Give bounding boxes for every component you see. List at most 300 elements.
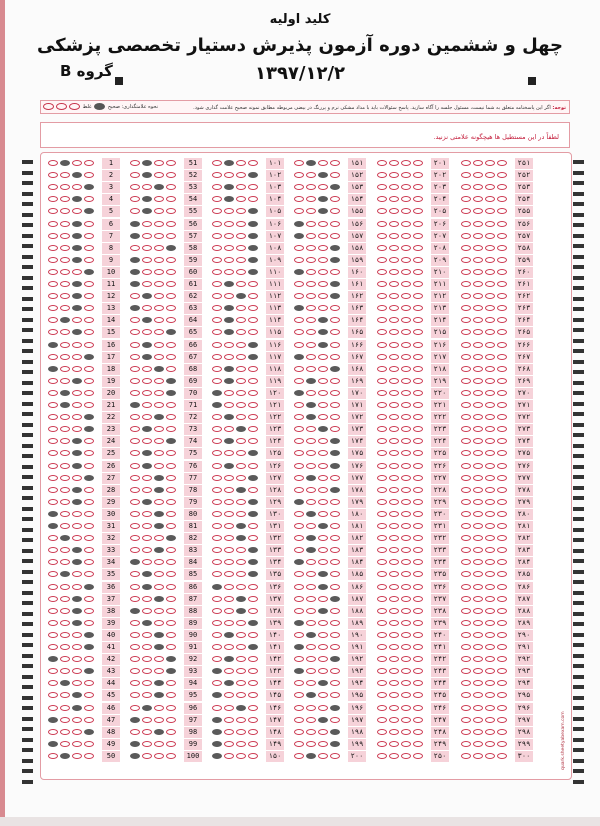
answer-oval[interactable]	[401, 196, 411, 202]
answer-oval[interactable]	[248, 463, 258, 469]
answer-oval[interactable]	[212, 414, 222, 420]
answer-oval[interactable]	[224, 233, 234, 239]
answer-oval[interactable]	[212, 729, 222, 735]
answer-oval[interactable]	[389, 245, 399, 251]
answer-oval[interactable]	[224, 535, 234, 541]
answer-oval[interactable]	[294, 390, 304, 396]
answer-oval[interactable]	[142, 499, 152, 505]
answer-oval[interactable]	[389, 608, 399, 614]
answer-oval[interactable]	[413, 281, 423, 287]
answer-oval[interactable]	[485, 475, 495, 481]
answer-oval[interactable]	[212, 644, 222, 650]
answer-oval[interactable]	[306, 317, 316, 323]
answer-oval[interactable]	[130, 487, 140, 493]
answer-oval[interactable]	[306, 547, 316, 553]
answer-oval[interactable]	[294, 281, 304, 287]
answer-oval[interactable]	[72, 221, 82, 227]
answer-oval[interactable]	[461, 317, 471, 323]
answer-oval[interactable]	[84, 668, 94, 674]
answer-oval[interactable]	[84, 632, 94, 638]
answer-oval[interactable]	[130, 390, 140, 396]
answer-oval[interactable]	[318, 523, 328, 529]
answer-oval[interactable]	[306, 487, 316, 493]
answer-oval[interactable]	[413, 571, 423, 577]
answer-oval[interactable]	[212, 656, 222, 662]
answer-oval[interactable]	[389, 571, 399, 577]
answer-oval[interactable]	[401, 559, 411, 565]
answer-oval[interactable]	[389, 668, 399, 674]
answer-oval[interactable]	[142, 245, 152, 251]
answer-oval[interactable]	[72, 729, 82, 735]
answer-oval[interactable]	[60, 450, 70, 456]
answer-oval[interactable]	[413, 632, 423, 638]
answer-oval[interactable]	[330, 438, 340, 444]
answer-oval[interactable]	[389, 172, 399, 178]
answer-oval[interactable]	[154, 184, 164, 190]
answer-oval[interactable]	[389, 208, 399, 214]
answer-oval[interactable]	[166, 668, 176, 674]
answer-oval[interactable]	[377, 559, 387, 565]
answer-oval[interactable]	[497, 317, 507, 323]
answer-oval[interactable]	[84, 463, 94, 469]
answer-oval[interactable]	[212, 571, 222, 577]
answer-oval[interactable]	[142, 354, 152, 360]
answer-oval[interactable]	[142, 450, 152, 456]
answer-oval[interactable]	[142, 584, 152, 590]
answer-oval[interactable]	[330, 692, 340, 698]
answer-oval[interactable]	[318, 245, 328, 251]
answer-oval[interactable]	[306, 620, 316, 626]
answer-oval[interactable]	[130, 596, 140, 602]
answer-oval[interactable]	[72, 632, 82, 638]
answer-oval[interactable]	[224, 705, 234, 711]
answer-oval[interactable]	[142, 717, 152, 723]
answer-oval[interactable]	[224, 656, 234, 662]
answer-oval[interactable]	[248, 656, 258, 662]
answer-oval[interactable]	[130, 680, 140, 686]
answer-oval[interactable]	[84, 717, 94, 723]
answer-oval[interactable]	[212, 402, 222, 408]
answer-oval[interactable]	[212, 692, 222, 698]
answer-oval[interactable]	[84, 208, 94, 214]
answer-oval[interactable]	[236, 426, 246, 432]
answer-oval[interactable]	[377, 221, 387, 227]
answer-oval[interactable]	[236, 366, 246, 372]
answer-oval[interactable]	[389, 378, 399, 384]
answer-oval[interactable]	[84, 233, 94, 239]
answer-oval[interactable]	[130, 571, 140, 577]
answer-oval[interactable]	[473, 487, 483, 493]
answer-oval[interactable]	[142, 608, 152, 614]
answer-oval[interactable]	[294, 680, 304, 686]
answer-oval[interactable]	[401, 535, 411, 541]
answer-oval[interactable]	[318, 487, 328, 493]
answer-oval[interactable]	[389, 584, 399, 590]
answer-oval[interactable]	[497, 584, 507, 590]
answer-oval[interactable]	[294, 293, 304, 299]
answer-oval[interactable]	[401, 184, 411, 190]
answer-oval[interactable]	[166, 172, 176, 178]
answer-oval[interactable]	[48, 729, 58, 735]
answer-oval[interactable]	[318, 293, 328, 299]
answer-oval[interactable]	[224, 329, 234, 335]
answer-oval[interactable]	[485, 692, 495, 698]
answer-oval[interactable]	[84, 705, 94, 711]
answer-oval[interactable]	[48, 184, 58, 190]
answer-oval[interactable]	[166, 221, 176, 227]
answer-oval[interactable]	[461, 438, 471, 444]
answer-oval[interactable]	[224, 511, 234, 517]
answer-oval[interactable]	[485, 644, 495, 650]
answer-oval[interactable]	[306, 426, 316, 432]
answer-oval[interactable]	[166, 705, 176, 711]
answer-oval[interactable]	[212, 547, 222, 553]
answer-oval[interactable]	[84, 402, 94, 408]
answer-oval[interactable]	[473, 257, 483, 263]
answer-oval[interactable]	[413, 184, 423, 190]
answer-oval[interactable]	[142, 511, 152, 517]
answer-oval[interactable]	[236, 257, 246, 263]
answer-oval[interactable]	[84, 584, 94, 590]
answer-oval[interactable]	[154, 366, 164, 372]
answer-oval[interactable]	[461, 354, 471, 360]
answer-oval[interactable]	[248, 511, 258, 517]
answer-oval[interactable]	[413, 717, 423, 723]
answer-oval[interactable]	[60, 753, 70, 759]
answer-oval[interactable]	[473, 680, 483, 686]
answer-oval[interactable]	[318, 233, 328, 239]
answer-oval[interactable]	[330, 717, 340, 723]
answer-oval[interactable]	[236, 438, 246, 444]
answer-oval[interactable]	[72, 257, 82, 263]
answer-oval[interactable]	[497, 354, 507, 360]
answer-oval[interactable]	[60, 620, 70, 626]
answer-oval[interactable]	[413, 269, 423, 275]
answer-oval[interactable]	[294, 499, 304, 505]
answer-oval[interactable]	[236, 668, 246, 674]
answer-oval[interactable]	[485, 463, 495, 469]
answer-oval[interactable]	[48, 233, 58, 239]
answer-oval[interactable]	[389, 632, 399, 638]
answer-oval[interactable]	[236, 487, 246, 493]
answer-oval[interactable]	[166, 523, 176, 529]
answer-oval[interactable]	[60, 269, 70, 275]
answer-oval[interactable]	[142, 269, 152, 275]
answer-oval[interactable]	[377, 245, 387, 251]
answer-oval[interactable]	[461, 656, 471, 662]
answer-oval[interactable]	[224, 390, 234, 396]
answer-oval[interactable]	[497, 378, 507, 384]
answer-oval[interactable]	[60, 233, 70, 239]
answer-oval[interactable]	[377, 656, 387, 662]
answer-oval[interactable]	[497, 269, 507, 275]
answer-oval[interactable]	[318, 547, 328, 553]
answer-oval[interactable]	[413, 233, 423, 239]
answer-oval[interactable]	[166, 366, 176, 372]
answer-oval[interactable]	[413, 160, 423, 166]
answer-oval[interactable]	[48, 596, 58, 602]
answer-oval[interactable]	[461, 366, 471, 372]
answer-oval[interactable]	[60, 487, 70, 493]
answer-oval[interactable]	[485, 535, 495, 541]
answer-oval[interactable]	[248, 632, 258, 638]
answer-oval[interactable]	[306, 269, 316, 275]
answer-oval[interactable]	[330, 475, 340, 481]
answer-oval[interactable]	[401, 426, 411, 432]
answer-oval[interactable]	[142, 741, 152, 747]
answer-oval[interactable]	[318, 402, 328, 408]
answer-oval[interactable]	[48, 342, 58, 348]
answer-oval[interactable]	[248, 342, 258, 348]
answer-oval[interactable]	[248, 668, 258, 674]
answer-oval[interactable]	[142, 378, 152, 384]
answer-oval[interactable]	[485, 741, 495, 747]
answer-oval[interactable]	[413, 705, 423, 711]
answer-oval[interactable]	[401, 571, 411, 577]
answer-oval[interactable]	[330, 547, 340, 553]
answer-oval[interactable]	[236, 729, 246, 735]
answer-oval[interactable]	[236, 160, 246, 166]
answer-oval[interactable]	[60, 463, 70, 469]
answer-oval[interactable]	[485, 547, 495, 553]
answer-oval[interactable]	[154, 656, 164, 662]
answer-oval[interactable]	[236, 281, 246, 287]
answer-oval[interactable]	[485, 450, 495, 456]
answer-oval[interactable]	[154, 305, 164, 311]
answer-oval[interactable]	[473, 305, 483, 311]
answer-oval[interactable]	[401, 172, 411, 178]
answer-oval[interactable]	[377, 729, 387, 735]
answer-oval[interactable]	[497, 523, 507, 529]
answer-oval[interactable]	[497, 632, 507, 638]
answer-oval[interactable]	[377, 172, 387, 178]
answer-oval[interactable]	[461, 160, 471, 166]
answer-oval[interactable]	[389, 596, 399, 602]
answer-oval[interactable]	[48, 668, 58, 674]
answer-oval[interactable]	[48, 221, 58, 227]
answer-oval[interactable]	[473, 463, 483, 469]
answer-oval[interactable]	[166, 680, 176, 686]
answer-oval[interactable]	[212, 632, 222, 638]
answer-oval[interactable]	[389, 196, 399, 202]
answer-oval[interactable]	[130, 317, 140, 323]
answer-oval[interactable]	[130, 741, 140, 747]
answer-oval[interactable]	[248, 450, 258, 456]
answer-oval[interactable]	[413, 305, 423, 311]
answer-oval[interactable]	[236, 692, 246, 698]
answer-oval[interactable]	[248, 221, 258, 227]
answer-oval[interactable]	[48, 632, 58, 638]
answer-oval[interactable]	[130, 668, 140, 674]
answer-oval[interactable]	[212, 426, 222, 432]
answer-oval[interactable]	[461, 184, 471, 190]
answer-oval[interactable]	[401, 450, 411, 456]
answer-oval[interactable]	[224, 196, 234, 202]
answer-oval[interactable]	[60, 245, 70, 251]
answer-oval[interactable]	[60, 402, 70, 408]
answer-oval[interactable]	[224, 160, 234, 166]
answer-oval[interactable]	[212, 705, 222, 711]
answer-oval[interactable]	[461, 632, 471, 638]
answer-oval[interactable]	[377, 680, 387, 686]
answer-oval[interactable]	[48, 402, 58, 408]
answer-oval[interactable]	[84, 196, 94, 202]
answer-oval[interactable]	[248, 692, 258, 698]
answer-oval[interactable]	[413, 342, 423, 348]
answer-oval[interactable]	[377, 487, 387, 493]
answer-oval[interactable]	[154, 342, 164, 348]
answer-oval[interactable]	[330, 390, 340, 396]
answer-oval[interactable]	[166, 450, 176, 456]
answer-oval[interactable]	[377, 366, 387, 372]
answer-oval[interactable]	[84, 378, 94, 384]
answer-oval[interactable]	[84, 305, 94, 311]
answer-oval[interactable]	[473, 402, 483, 408]
answer-oval[interactable]	[485, 571, 495, 577]
answer-oval[interactable]	[224, 692, 234, 698]
answer-oval[interactable]	[461, 487, 471, 493]
answer-oval[interactable]	[318, 208, 328, 214]
answer-oval[interactable]	[130, 729, 140, 735]
answer-oval[interactable]	[130, 644, 140, 650]
answer-oval[interactable]	[461, 402, 471, 408]
answer-oval[interactable]	[212, 305, 222, 311]
answer-oval[interactable]	[461, 523, 471, 529]
answer-oval[interactable]	[142, 475, 152, 481]
answer-oval[interactable]	[224, 281, 234, 287]
answer-oval[interactable]	[413, 741, 423, 747]
answer-oval[interactable]	[377, 414, 387, 420]
answer-oval[interactable]	[84, 680, 94, 686]
answer-oval[interactable]	[389, 305, 399, 311]
answer-oval[interactable]	[401, 245, 411, 251]
answer-oval[interactable]	[389, 233, 399, 239]
answer-oval[interactable]	[330, 559, 340, 565]
answer-oval[interactable]	[294, 257, 304, 263]
answer-oval[interactable]	[401, 438, 411, 444]
answer-oval[interactable]	[236, 608, 246, 614]
answer-oval[interactable]	[142, 535, 152, 541]
answer-oval[interactable]	[166, 354, 176, 360]
answer-oval[interactable]	[154, 535, 164, 541]
answer-oval[interactable]	[212, 354, 222, 360]
answer-oval[interactable]	[48, 426, 58, 432]
answer-oval[interactable]	[294, 366, 304, 372]
answer-oval[interactable]	[84, 329, 94, 335]
answer-oval[interactable]	[84, 499, 94, 505]
answer-oval[interactable]	[48, 656, 58, 662]
answer-oval[interactable]	[294, 547, 304, 553]
answer-oval[interactable]	[142, 523, 152, 529]
answer-oval[interactable]	[236, 680, 246, 686]
answer-oval[interactable]	[224, 487, 234, 493]
answer-oval[interactable]	[497, 184, 507, 190]
answer-oval[interactable]	[413, 475, 423, 481]
answer-oval[interactable]	[413, 499, 423, 505]
answer-oval[interactable]	[166, 571, 176, 577]
answer-oval[interactable]	[497, 208, 507, 214]
answer-oval[interactable]	[497, 305, 507, 311]
answer-oval[interactable]	[377, 233, 387, 239]
answer-oval[interactable]	[236, 233, 246, 239]
answer-oval[interactable]	[318, 354, 328, 360]
answer-oval[interactable]	[377, 426, 387, 432]
answer-oval[interactable]	[330, 257, 340, 263]
answer-oval[interactable]	[389, 317, 399, 323]
answer-oval[interactable]	[248, 390, 258, 396]
answer-oval[interactable]	[48, 535, 58, 541]
answer-oval[interactable]	[130, 523, 140, 529]
answer-oval[interactable]	[497, 668, 507, 674]
answer-oval[interactable]	[154, 402, 164, 408]
answer-oval[interactable]	[48, 378, 58, 384]
answer-oval[interactable]	[401, 269, 411, 275]
answer-oval[interactable]	[473, 523, 483, 529]
answer-oval[interactable]	[461, 608, 471, 614]
answer-oval[interactable]	[306, 475, 316, 481]
answer-oval[interactable]	[212, 160, 222, 166]
answer-oval[interactable]	[413, 329, 423, 335]
answer-oval[interactable]	[294, 741, 304, 747]
answer-oval[interactable]	[413, 317, 423, 323]
answer-oval[interactable]	[154, 293, 164, 299]
answer-oval[interactable]	[212, 450, 222, 456]
answer-oval[interactable]	[306, 499, 316, 505]
answer-oval[interactable]	[485, 342, 495, 348]
answer-oval[interactable]	[497, 741, 507, 747]
answer-oval[interactable]	[72, 450, 82, 456]
answer-oval[interactable]	[60, 535, 70, 541]
answer-oval[interactable]	[485, 317, 495, 323]
answer-oval[interactable]	[60, 656, 70, 662]
answer-oval[interactable]	[473, 475, 483, 481]
answer-oval[interactable]	[236, 499, 246, 505]
answer-oval[interactable]	[48, 245, 58, 251]
answer-oval[interactable]	[212, 221, 222, 227]
answer-oval[interactable]	[48, 487, 58, 493]
answer-oval[interactable]	[330, 729, 340, 735]
answer-oval[interactable]	[413, 535, 423, 541]
answer-oval[interactable]	[224, 378, 234, 384]
answer-oval[interactable]	[461, 729, 471, 735]
answer-oval[interactable]	[306, 305, 316, 311]
answer-oval[interactable]	[473, 184, 483, 190]
answer-oval[interactable]	[224, 729, 234, 735]
answer-oval[interactable]	[294, 426, 304, 432]
answer-oval[interactable]	[389, 257, 399, 263]
answer-oval[interactable]	[154, 523, 164, 529]
answer-oval[interactable]	[318, 717, 328, 723]
answer-oval[interactable]	[485, 366, 495, 372]
answer-oval[interactable]	[473, 342, 483, 348]
answer-oval[interactable]	[130, 208, 140, 214]
answer-oval[interactable]	[330, 245, 340, 251]
answer-oval[interactable]	[473, 354, 483, 360]
answer-oval[interactable]	[212, 717, 222, 723]
answer-oval[interactable]	[377, 741, 387, 747]
answer-oval[interactable]	[413, 753, 423, 759]
answer-oval[interactable]	[130, 608, 140, 614]
answer-oval[interactable]	[224, 741, 234, 747]
answer-oval[interactable]	[84, 390, 94, 396]
answer-oval[interactable]	[318, 620, 328, 626]
answer-oval[interactable]	[461, 269, 471, 275]
answer-oval[interactable]	[72, 596, 82, 602]
answer-oval[interactable]	[84, 172, 94, 178]
answer-oval[interactable]	[306, 644, 316, 650]
answer-oval[interactable]	[84, 257, 94, 263]
answer-oval[interactable]	[236, 559, 246, 565]
